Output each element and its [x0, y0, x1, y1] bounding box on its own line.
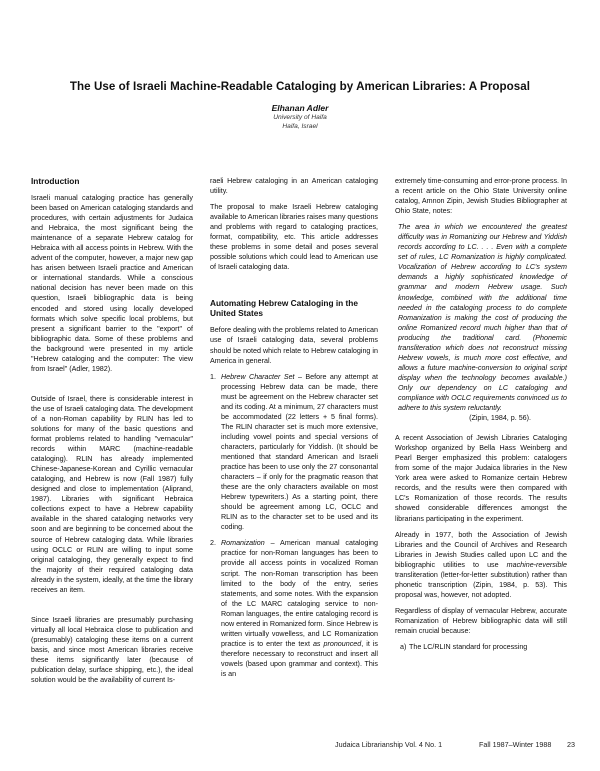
author-name: Elhanan Adler	[271, 103, 329, 113]
list-marker: 2.	[210, 539, 216, 548]
footer-journal: Judaica Librarianship Vol. 4 No. 1	[335, 740, 443, 749]
list-item	[210, 372, 378, 533]
list-item-term: Romanization	[221, 539, 265, 548]
paragraph: The proposal to make Israeli Hebrew cataloging available to American libraries raises many questions and problems with regard to cataloging practices, format, compatibility, etc. This article addresses these problems in some detail and poses several possible solutions which could lead to American use of Israeli cataloging data.	[210, 203, 378, 272]
sub-list-marker: a)	[400, 643, 407, 652]
paragraph: A recent Association of Jewish Libraries Cataloging Workshop organized by Bella Hass Weinberg and Pearl Berger emphasized this problem: catalogers from some of the major Judaica libraries in the New York area were asked to Romanize certain Hebrew records, and the results were then compared with LC's Romanization of those records. The results showed considerable differences amongst the librarians participating in the experiment.	[395, 434, 567, 523]
author-block	[0, 104, 600, 131]
page-footer	[335, 740, 575, 749]
paragraph	[395, 530, 567, 600]
list-marker: 1.	[210, 372, 216, 381]
author-location: Haifa, Israel	[282, 123, 318, 130]
sub-list-item	[395, 642, 567, 652]
list-item-term: Hebrew Character Set	[221, 372, 295, 381]
paragraph: Since Israeli libraries are presumably purchasing virtually all local Hebraica close to publication and (presumably) cataloging these items on a current basis, and since most American libraries receive these items significantly later (because of publication delay, surface shipping, etc.), the ideal solution would be the availability of current Is-	[31, 615, 193, 685]
page-number: 23	[567, 740, 575, 749]
author-affiliation: University of Haifa	[273, 114, 327, 121]
paragraph-text: Already in 1977, both the Association of Jewish Libraries and the Council of Archives and Research Libraries in Jewish Studies called upon LC and the bibliographic utilities to use	[395, 530, 567, 569]
middle-column	[210, 176, 378, 685]
left-column	[31, 176, 193, 691]
list-item-text: – American manual cataloging practice for non-Roman languages has been to provide all access points in vocalized Roman script. The non-Roman transcription has been limited to the body of the entry, series statements, and some notes. With the expansion of the LC MARC cataloging service to non-Roman languages, the entire cataloging record is now entered in Romanized form. Since Hebrew is written virtually vowelless, and LC Romanization practice is to enter the text	[221, 539, 378, 648]
section-heading-introduction: Introduction	[31, 176, 80, 186]
paragraph-continuation: extremely time-consuming and error-prone process. In a recent article on the Ohio State University online catalog, Amnon Zipin, Jewish Studies Bibliographer at Ohio State, notes:	[395, 177, 567, 216]
list-item-emphasis: as pronounced	[312, 639, 362, 648]
paragraph-emphasis: machine-reversible	[506, 560, 567, 569]
article-title: The Use of Israeli Machine-Readable Cataloging by American Libraries: A Proposal	[69, 80, 531, 93]
paragraph-text: transliteration (letter-for-letter substitution) rather than phonetic transcription (Zipin, 1984, p. 53). This proposal was, however, not adopted.	[395, 570, 567, 599]
paragraph: Before dealing with the problems related to American use of Israeli cataloging data, several problems should be noted which relate to Hebrew cataloging in America in general.	[210, 326, 378, 365]
list-item-text: – Before any attempt at processing Hebrew data can be made, there must be agreement on the Hebrew character set and its coding. At a minimum, 27 characters must be accommodated (22 letters + 5 final forms). The RLIN character set is much more extensive, including vowel points and special versions of characters, particularly for Yiddish. (It should be mentioned that standard American and Israeli practice has been to use only the 27 consonantal characters – if only for the pragmatic reason that these are the only characters available on most Hebrew typewriters.) As a starting point, there should be agreement among LC, OCLC and RLIN as to the character set to be used and its coding.	[221, 372, 378, 532]
list-item	[210, 538, 378, 679]
footer-issue: Fall 1987–Winter 1988	[479, 740, 552, 749]
numbered-list	[210, 372, 378, 679]
section-heading-automating: Automating Hebrew Cataloging in the United States	[210, 298, 358, 319]
paragraph: Israeli manual cataloging practice has generally been based on American cataloging standards and procedures, with certain adjustments for Judaica and Hebraica, the most significant being the maintenance of a separate Hebrew catalog for Hebraica with all access points in Hebrew. With the advent of the computer, however, a major new gap has arisen between Israeli practice and American or international standards. While a conscious national decision has never been made on this question, Israeli bibliographic data is being encoded and stored using locally developed formats which solve specific local problems, but present a significant barrier to the "export" of bibliographic data. Some of these problems and the background were presented in my article "Hebrew cataloging and the computer: The view from Israel" (Adler, 1982).	[31, 194, 193, 373]
block-quote: The area in which we encountered the greatest difficulty was in Romanizing our Hebrew and Yiddish records according to LC. . . . Even with a complete set of rules, LC Romanization is highly complicated. Vocalization of Hebrew according to LC's system demands a highly sophisticated knowledge of grammar and modern Hebrew usage. Such knowledge, combined with the additional time needed in the cataloging process to do complete Romanization is making the cost of producing the online Romanized record much higher than that of producing the traditional card. (Phonemic transliteration which does not reconstruct missing Hebrew vowels, is much more cost effective, and allows a future machine-conversion to original script display when the technology becomes available.) Only our dependency on LC cataloging and compliance with OCLC requirements convinced us to adhere to this system reluctantly.	[398, 223, 567, 413]
list-item-text-after: , it is therefore necessary to reconstruct and insert all vowels (based upon grammar and context). This is an	[221, 639, 378, 678]
quote-citation: (Zipin, 1984, p. 56).	[469, 414, 531, 423]
paragraph-continuation: raeli Hebrew cataloging in an American cataloging utility.	[210, 177, 378, 196]
paragraph: Regardless of display of vernacular Hebrew, accurate Romanization of Hebrew bibliographic data will still remain crucial because:	[395, 606, 567, 635]
paragraph: Outside of Israel, there is considerable interest in the use of Israeli cataloging data. The development of a non-Roman capability by RLIN has led to solutions for many of the basic questions and format problems related to handling "vernacular" records within MARC (machine-readable cataloging). RLIN has already implemented Chinese-Japanese-Korean and Cyrillic vernacular cataloging, and Hebrew is now (Fall 1987) fully designed and close to implementation (Aliprand, 1987). Libraries with significant Hebraica collections expect to have a Hebrew capability available in the shared cataloging networks very soon and are beginning to be concerned about the source of Hebrew cataloging data. While libraries using OCLC or RLIN are willing to input some original cataloging, they generally expect to find the majority of their required cataloging data already in the system, ideally, at the time the library receives an item.	[31, 394, 193, 594]
sub-list-text: The LC/RLIN standard for processing	[409, 643, 528, 652]
right-column	[395, 176, 567, 652]
